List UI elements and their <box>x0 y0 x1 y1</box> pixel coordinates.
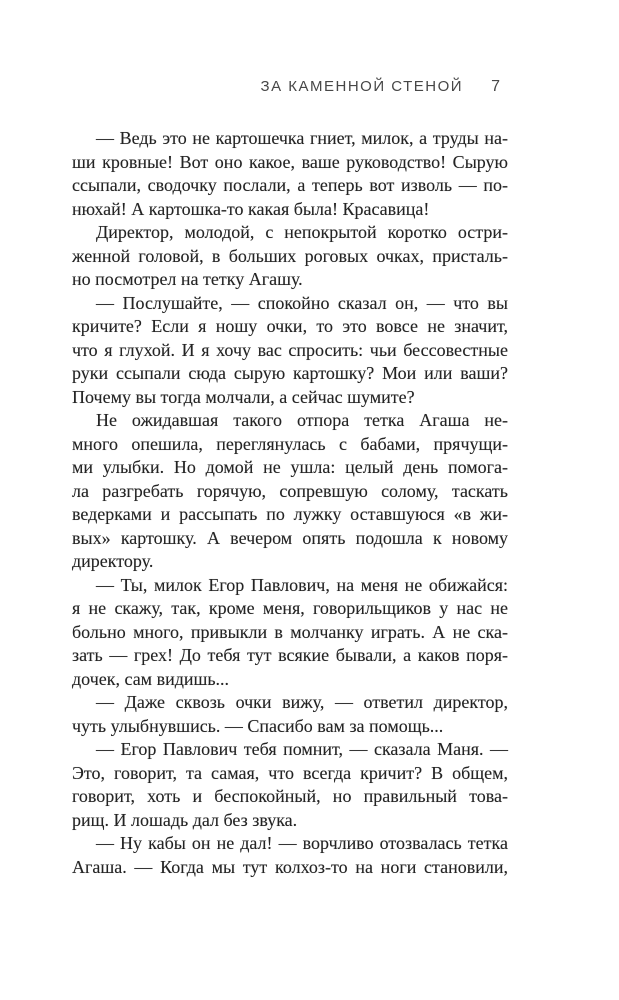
paragraph <box>72 832 508 879</box>
paragraph <box>72 127 508 221</box>
text-line: — Ведь это не картошечка гниет, милок, а труды на- <box>96 128 508 148</box>
text-line: зать — грех! До тебя тут всякие бывали, а каков поря- <box>72 645 508 665</box>
text-line: что я глухой. И я хочу вас спросить: чьи бессовестные <box>72 339 508 360</box>
text-line: ши кровные! Вот оно какое, ваше руководство! Сырую <box>72 151 508 172</box>
text-line: я не скажу, так, кроме меня, говорильщиков у нас не <box>72 598 508 618</box>
body-text <box>72 127 508 879</box>
text-line: много опешила, переглянулась с бабами, прячущи- <box>72 433 508 454</box>
text-line: кричите? Если я ношу очки, то это вовсе не значит, <box>72 316 508 336</box>
text-line: — Ну кабы он не дал! — ворчливо отозвалась тетка <box>96 833 508 853</box>
paragraph <box>72 221 508 292</box>
text-line: — Даже сквозь очки вижу, — ответил директор, <box>96 692 508 712</box>
paragraph <box>72 409 508 574</box>
text-line: чуть улыбнувшись. — Спасибо вам за помощь... <box>72 715 444 736</box>
text-line: ла разгребать горячую, сопревшую солому, таскать <box>72 480 508 501</box>
text-line: Почему вы тогда молчали, а сейчас шумите? <box>72 386 415 407</box>
paragraph <box>72 691 508 738</box>
text-line: больно много, привыкли в молчанку играть. А не ска- <box>72 621 508 642</box>
paragraph <box>72 574 508 692</box>
running-head-title: ЗА КАМЕННОЙ СТЕНОЙ <box>260 78 464 95</box>
text-line: — Егор Павлович тебя помнит, — сказала Маня. — <box>96 739 508 759</box>
text-line: ссыпали, сводочку послали, а теперь вот изволь — по- <box>72 175 508 195</box>
text-line: Агаша. — Когда мы тут колхоз-то на ноги становили, <box>72 856 508 877</box>
text-line: дочек, сам видишь... <box>72 668 230 689</box>
text-line: вых» картошку. А вечером опять подошла к новому <box>72 527 508 548</box>
text-line: директору. <box>72 551 154 571</box>
text-line: женной головой, в больших роговых очках, присталь- <box>72 245 508 266</box>
text-line: — Ты, милок Егор Павлович, на меня не обижайся: <box>96 574 508 595</box>
text-line: говорит, хоть и беспокойный, но правильный това- <box>72 786 508 806</box>
text-line: руки ссыпали сюда сырую картошку? Мои или ваши? <box>72 363 508 383</box>
text-line: Не ожидавшая такого отпора тетка Агаша не- <box>96 410 508 430</box>
page-number: 7 <box>491 78 500 95</box>
text-line: Директор, молодой, с непокрытой коротко остри- <box>96 222 508 242</box>
paragraph <box>72 292 508 410</box>
text-line: ми улыбки. Но домой не ушла: целый день помога- <box>72 457 508 477</box>
paragraph <box>72 738 508 832</box>
running-header <box>72 78 508 96</box>
text-line: Это, говорит, та самая, что всегда кричит? В общем, <box>72 762 508 783</box>
text-line: ведерками и рассыпать по лужку оставшуюся «в жи- <box>72 504 508 524</box>
text-line: рищ. И лошадь дал без звука. <box>72 809 298 830</box>
text-line: нюхай! А картошка-то какая была! Красавица! <box>72 198 430 219</box>
text-line: — Послушайте, — спокойно сказал он, — что вы <box>96 292 508 313</box>
text-line: но посмотрел на тетку Агашу. <box>72 269 303 289</box>
